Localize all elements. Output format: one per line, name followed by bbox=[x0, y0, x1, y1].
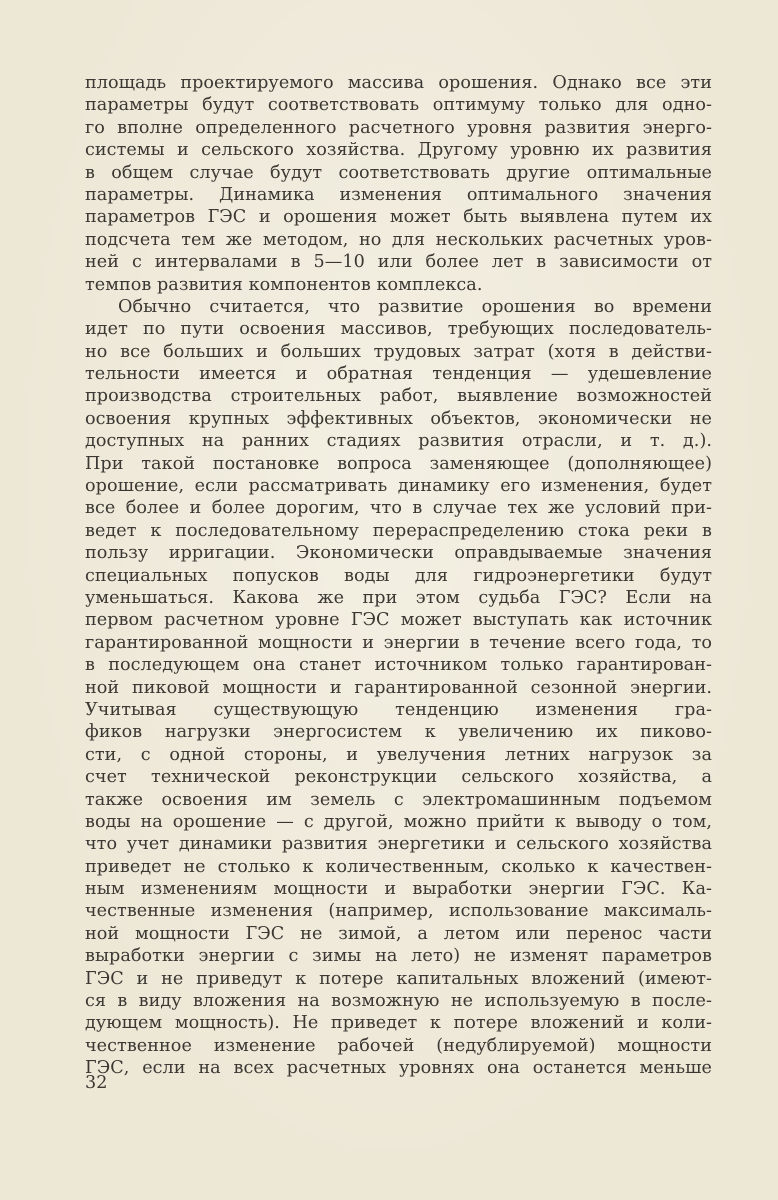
text-line: подсчета тем же методом, но для нескольких расчетных уров- bbox=[85, 229, 712, 250]
text-line: ся в виду вложения на возможную не используемую в после- bbox=[85, 991, 712, 1012]
text-line: орошение, если рассматривать динамику его изменения, будет bbox=[85, 476, 712, 497]
text-line: го вполне определенного расчетного уровня развития энерго- bbox=[85, 117, 712, 138]
text-line: Обычно считается, что развитие орошения во времени bbox=[118, 296, 712, 317]
page-number: 32 bbox=[85, 1073, 108, 1093]
text-line: ГЭС и не приведут к потере капитальных вложений (имеют- bbox=[85, 968, 712, 989]
text-line: идет по пути освоения массивов, требующих последователь- bbox=[85, 319, 712, 340]
text-line: что учет динамики развития энергетики и сельского хозяйства bbox=[85, 834, 712, 855]
paragraph-1 bbox=[85, 72, 712, 296]
text-line: системы и сельского хозяйства. Другому уровню их развития bbox=[85, 140, 712, 161]
text-line: ной пиковой мощности и гарантированной сезонной энергии. bbox=[85, 677, 712, 698]
text-line: При такой постановке вопроса заменяющее (дополняющее) bbox=[85, 453, 712, 474]
text-line: освоения крупных эффективных объектов, экономически не bbox=[85, 408, 712, 429]
main-text bbox=[85, 72, 712, 1080]
text-line: Учитывая существующую тенденцию изменения гра- bbox=[85, 699, 712, 720]
text-line: параметры. Динамика изменения оптимального значения bbox=[85, 184, 712, 205]
text-line: доступных на ранних стадиях развития отрасли, и т. д.). bbox=[85, 431, 712, 452]
text-line: все более и более дорогим, что в случае тех же условий при- bbox=[85, 498, 712, 519]
text-line: площадь проектируемого массива орошения. Однако все эти bbox=[85, 73, 712, 93]
text-line: первом расчетном уровне ГЭС может выступать как источник bbox=[85, 610, 712, 631]
text-line: ГЭС, если на всех расчетных уровнях она останется меньше bbox=[85, 1058, 712, 1079]
text-line: параметров ГЭС и орошения может быть выявлена путем их bbox=[85, 207, 712, 228]
text-line: чественные изменения (например, использование максималь- bbox=[85, 901, 712, 922]
text-line: гарантированной мощности и энергии в течение всего года, то bbox=[85, 632, 712, 653]
text-line: ней с интервалами в 5—10 или более лет в зависимости от bbox=[85, 252, 712, 273]
text-line: ведет к последовательному перераспределению стока реки в bbox=[85, 520, 712, 541]
text-line: счет технической реконструкции сельского хозяйства, а bbox=[85, 767, 712, 788]
paragraph-2 bbox=[85, 296, 712, 1080]
text-line: ной мощности ГЭС не зимой, а летом или перенос части bbox=[85, 923, 712, 944]
text-line: в последующем она станет источником только гарантирован- bbox=[85, 655, 712, 676]
text-line: сти, с одной стороны, и увелучения летних нагрузок за bbox=[85, 744, 712, 765]
text-line: тельности имеется и обратная тенденция — удешевление bbox=[85, 364, 712, 385]
text-line: темпов развития компонентов комплекса. bbox=[85, 274, 483, 295]
text-line: воды на орошение — с другой, можно прийти к выводу о том, bbox=[85, 811, 712, 832]
text-line: ным изменениям мощности и выработки энергии ГЭС. Ка- bbox=[85, 879, 712, 900]
text-line: параметры будут соответствовать оптимуму только для одно- bbox=[85, 95, 712, 116]
text-line: дующем мощность). Не приведет к потере вложений и коли- bbox=[85, 1013, 712, 1034]
text-line: выработки энергии с зимы на лето) не изменят параметров bbox=[85, 946, 712, 967]
text-line: специальных попусков воды для гидроэнергетики будут bbox=[85, 565, 712, 586]
text-line: приведет не столько к количественным, сколько к качествен- bbox=[85, 856, 712, 877]
text-line: уменьшаться. Какова же при этом судьба ГЭС? Если на bbox=[85, 587, 712, 608]
text-line: в общем случае будут соответствовать другие оптимальные bbox=[85, 162, 712, 183]
text-line: производства строительных работ, выявление возможностей bbox=[85, 386, 712, 407]
text-line: пользу ирригации. Экономически оправдываемые значения bbox=[85, 543, 712, 564]
text-line: но все больших и больших трудовых затрат (хотя в действи- bbox=[85, 341, 712, 362]
text-line: также освоения им земель с электромашинным подъемом bbox=[85, 789, 712, 810]
text-line: фиков нагрузки энергосистем к увеличению их пиково- bbox=[85, 722, 712, 743]
text-line: чественное изменение рабочей (недублируемой) мощности bbox=[85, 1035, 712, 1056]
